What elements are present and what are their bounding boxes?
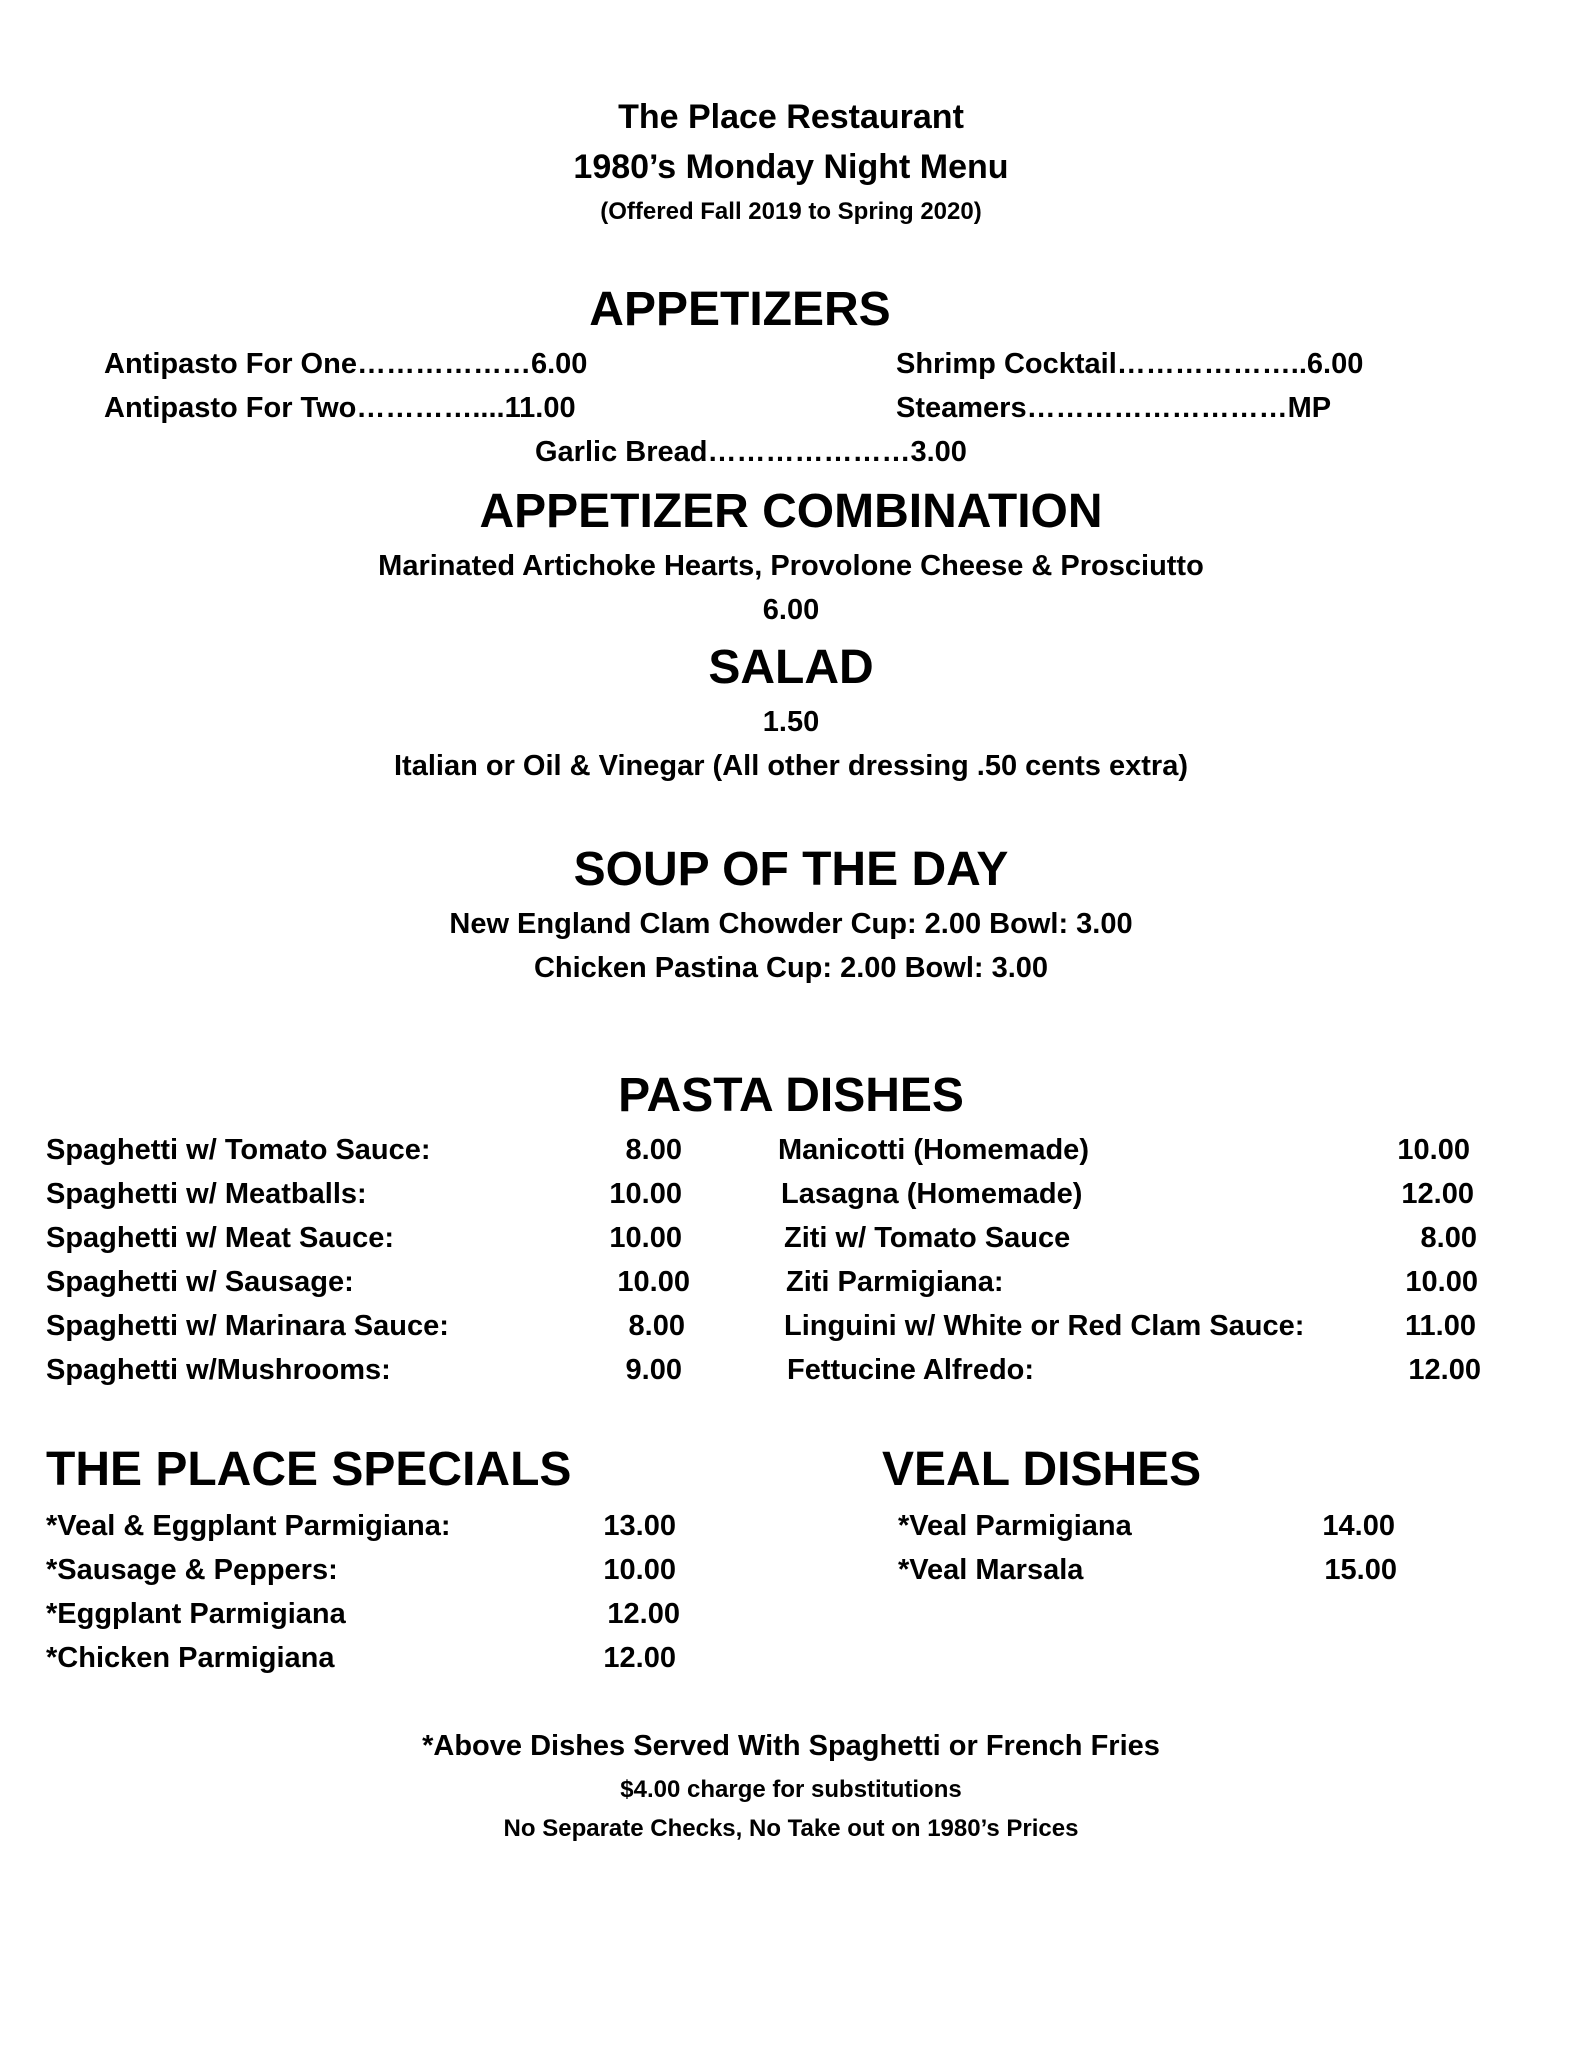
special-item-name: *Chicken Parmigiana bbox=[46, 1642, 335, 1674]
soup-heading: SOUP OF THE DAY bbox=[573, 843, 1009, 896]
pasta-item-name: Spaghetti w/ Meat Sauce: bbox=[46, 1222, 395, 1254]
soup-line: New England Clam Chowder Cup: 2.00 Bowl: 3.00 bbox=[449, 908, 1133, 940]
appetizer-item: Garlic Bread…………………3.00 bbox=[535, 436, 967, 468]
veal-item-name: *Veal Parmigiana bbox=[898, 1510, 1132, 1542]
salad-price: 1.50 bbox=[762, 706, 820, 738]
served-with-note: *Above Dishes Served With Spaghetti or French Fries bbox=[422, 1730, 1160, 1762]
pasta-item-price: 10.00 bbox=[609, 1222, 682, 1254]
pasta-heading: PASTA DISHES bbox=[618, 1069, 964, 1122]
pasta-item-name: Spaghetti w/Mushrooms: bbox=[46, 1354, 391, 1386]
special-item-price: 12.00 bbox=[603, 1642, 676, 1674]
pasta-item-price: 9.00 bbox=[625, 1354, 682, 1386]
checks-policy: No Separate Checks, No Take out on 1980’s Prices bbox=[503, 1815, 1079, 1842]
special-item-price: 12.00 bbox=[607, 1598, 680, 1630]
pasta-item-price: 8.00 bbox=[628, 1310, 685, 1342]
pasta-item-name: Spaghetti w/ Marinara Sauce: bbox=[46, 1310, 449, 1342]
pasta-item-price: 11.00 bbox=[1405, 1310, 1476, 1342]
appetizer-item: Antipasto For One………………6.00 bbox=[104, 348, 588, 380]
veal-heading: VEAL DISHES bbox=[882, 1443, 1202, 1496]
veal-item-name: *Veal Marsala bbox=[898, 1554, 1084, 1586]
pasta-item-name: Ziti w/ Tomato Sauce bbox=[784, 1222, 1071, 1254]
special-item-name: *Eggplant Parmigiana bbox=[46, 1598, 346, 1630]
veal-item-price: 14.00 bbox=[1322, 1510, 1395, 1542]
pasta-item-name: Linguini w/ White or Red Clam Sauce: bbox=[784, 1310, 1305, 1342]
special-item-price: 10.00 bbox=[603, 1554, 676, 1586]
pasta-item-price: 10.00 bbox=[1405, 1266, 1478, 1298]
appetizer-item: Steamers………………………MP bbox=[896, 392, 1332, 424]
combination-heading: APPETIZER COMBINATION bbox=[479, 485, 1103, 538]
soup-line: Chicken Pastina Cup: 2.00 Bowl: 3.00 bbox=[533, 952, 1049, 984]
salad-description: Italian or Oil & Vinegar (All other dressing .50 cents extra) bbox=[394, 750, 1188, 782]
special-item-price: 13.00 bbox=[603, 1510, 676, 1542]
pasta-item-name: Spaghetti w/ Sausage: bbox=[46, 1266, 354, 1298]
pasta-item-price: 12.00 bbox=[1408, 1354, 1481, 1386]
pasta-item-price: 8.00 bbox=[625, 1134, 682, 1166]
veal-item-price: 15.00 bbox=[1324, 1554, 1397, 1586]
pasta-item-price: 10.00 bbox=[609, 1178, 682, 1210]
appetizer-item: Antipasto For Two…………....11.00 bbox=[104, 392, 576, 424]
appetizer-item: Shrimp Cocktail………………..6.00 bbox=[896, 348, 1364, 380]
restaurant-name: The Place Restaurant bbox=[618, 98, 964, 136]
special-item-name: *Sausage & Peppers: bbox=[46, 1554, 338, 1586]
pasta-item-price: 8.00 bbox=[1420, 1222, 1477, 1254]
pasta-item-price: 10.00 bbox=[617, 1266, 690, 1298]
offered-dates: (Offered Fall 2019 to Spring 2020) bbox=[600, 198, 982, 225]
pasta-item-name: Lasagna (Homemade) bbox=[781, 1178, 1083, 1210]
pasta-item-name: Manicotti (Homemade) bbox=[778, 1134, 1089, 1166]
pasta-item-name: Fettucine Alfredo: bbox=[787, 1354, 1035, 1386]
pasta-item-name: Spaghetti w/ Meatballs: bbox=[46, 1178, 367, 1210]
combination-description: Marinated Artichoke Hearts, Provolone Cheese & Prosciutto bbox=[378, 550, 1204, 582]
special-item-name: *Veal & Eggplant Parmigiana: bbox=[46, 1510, 451, 1542]
menu-title: 1980’s Monday Night Menu bbox=[573, 148, 1009, 186]
pasta-item-price: 12.00 bbox=[1401, 1178, 1474, 1210]
substitution-charge: $4.00 charge for substitutions bbox=[620, 1776, 962, 1803]
combination-price: 6.00 bbox=[762, 594, 820, 626]
pasta-item-price: 10.00 bbox=[1397, 1134, 1470, 1166]
pasta-item-name: Ziti Parmigiana: bbox=[786, 1266, 1004, 1298]
pasta-item-name: Spaghetti w/ Tomato Sauce: bbox=[46, 1134, 431, 1166]
salad-heading: SALAD bbox=[708, 641, 874, 694]
appetizers-heading: APPETIZERS bbox=[589, 283, 891, 336]
specials-heading: THE PLACE SPECIALS bbox=[46, 1443, 572, 1496]
